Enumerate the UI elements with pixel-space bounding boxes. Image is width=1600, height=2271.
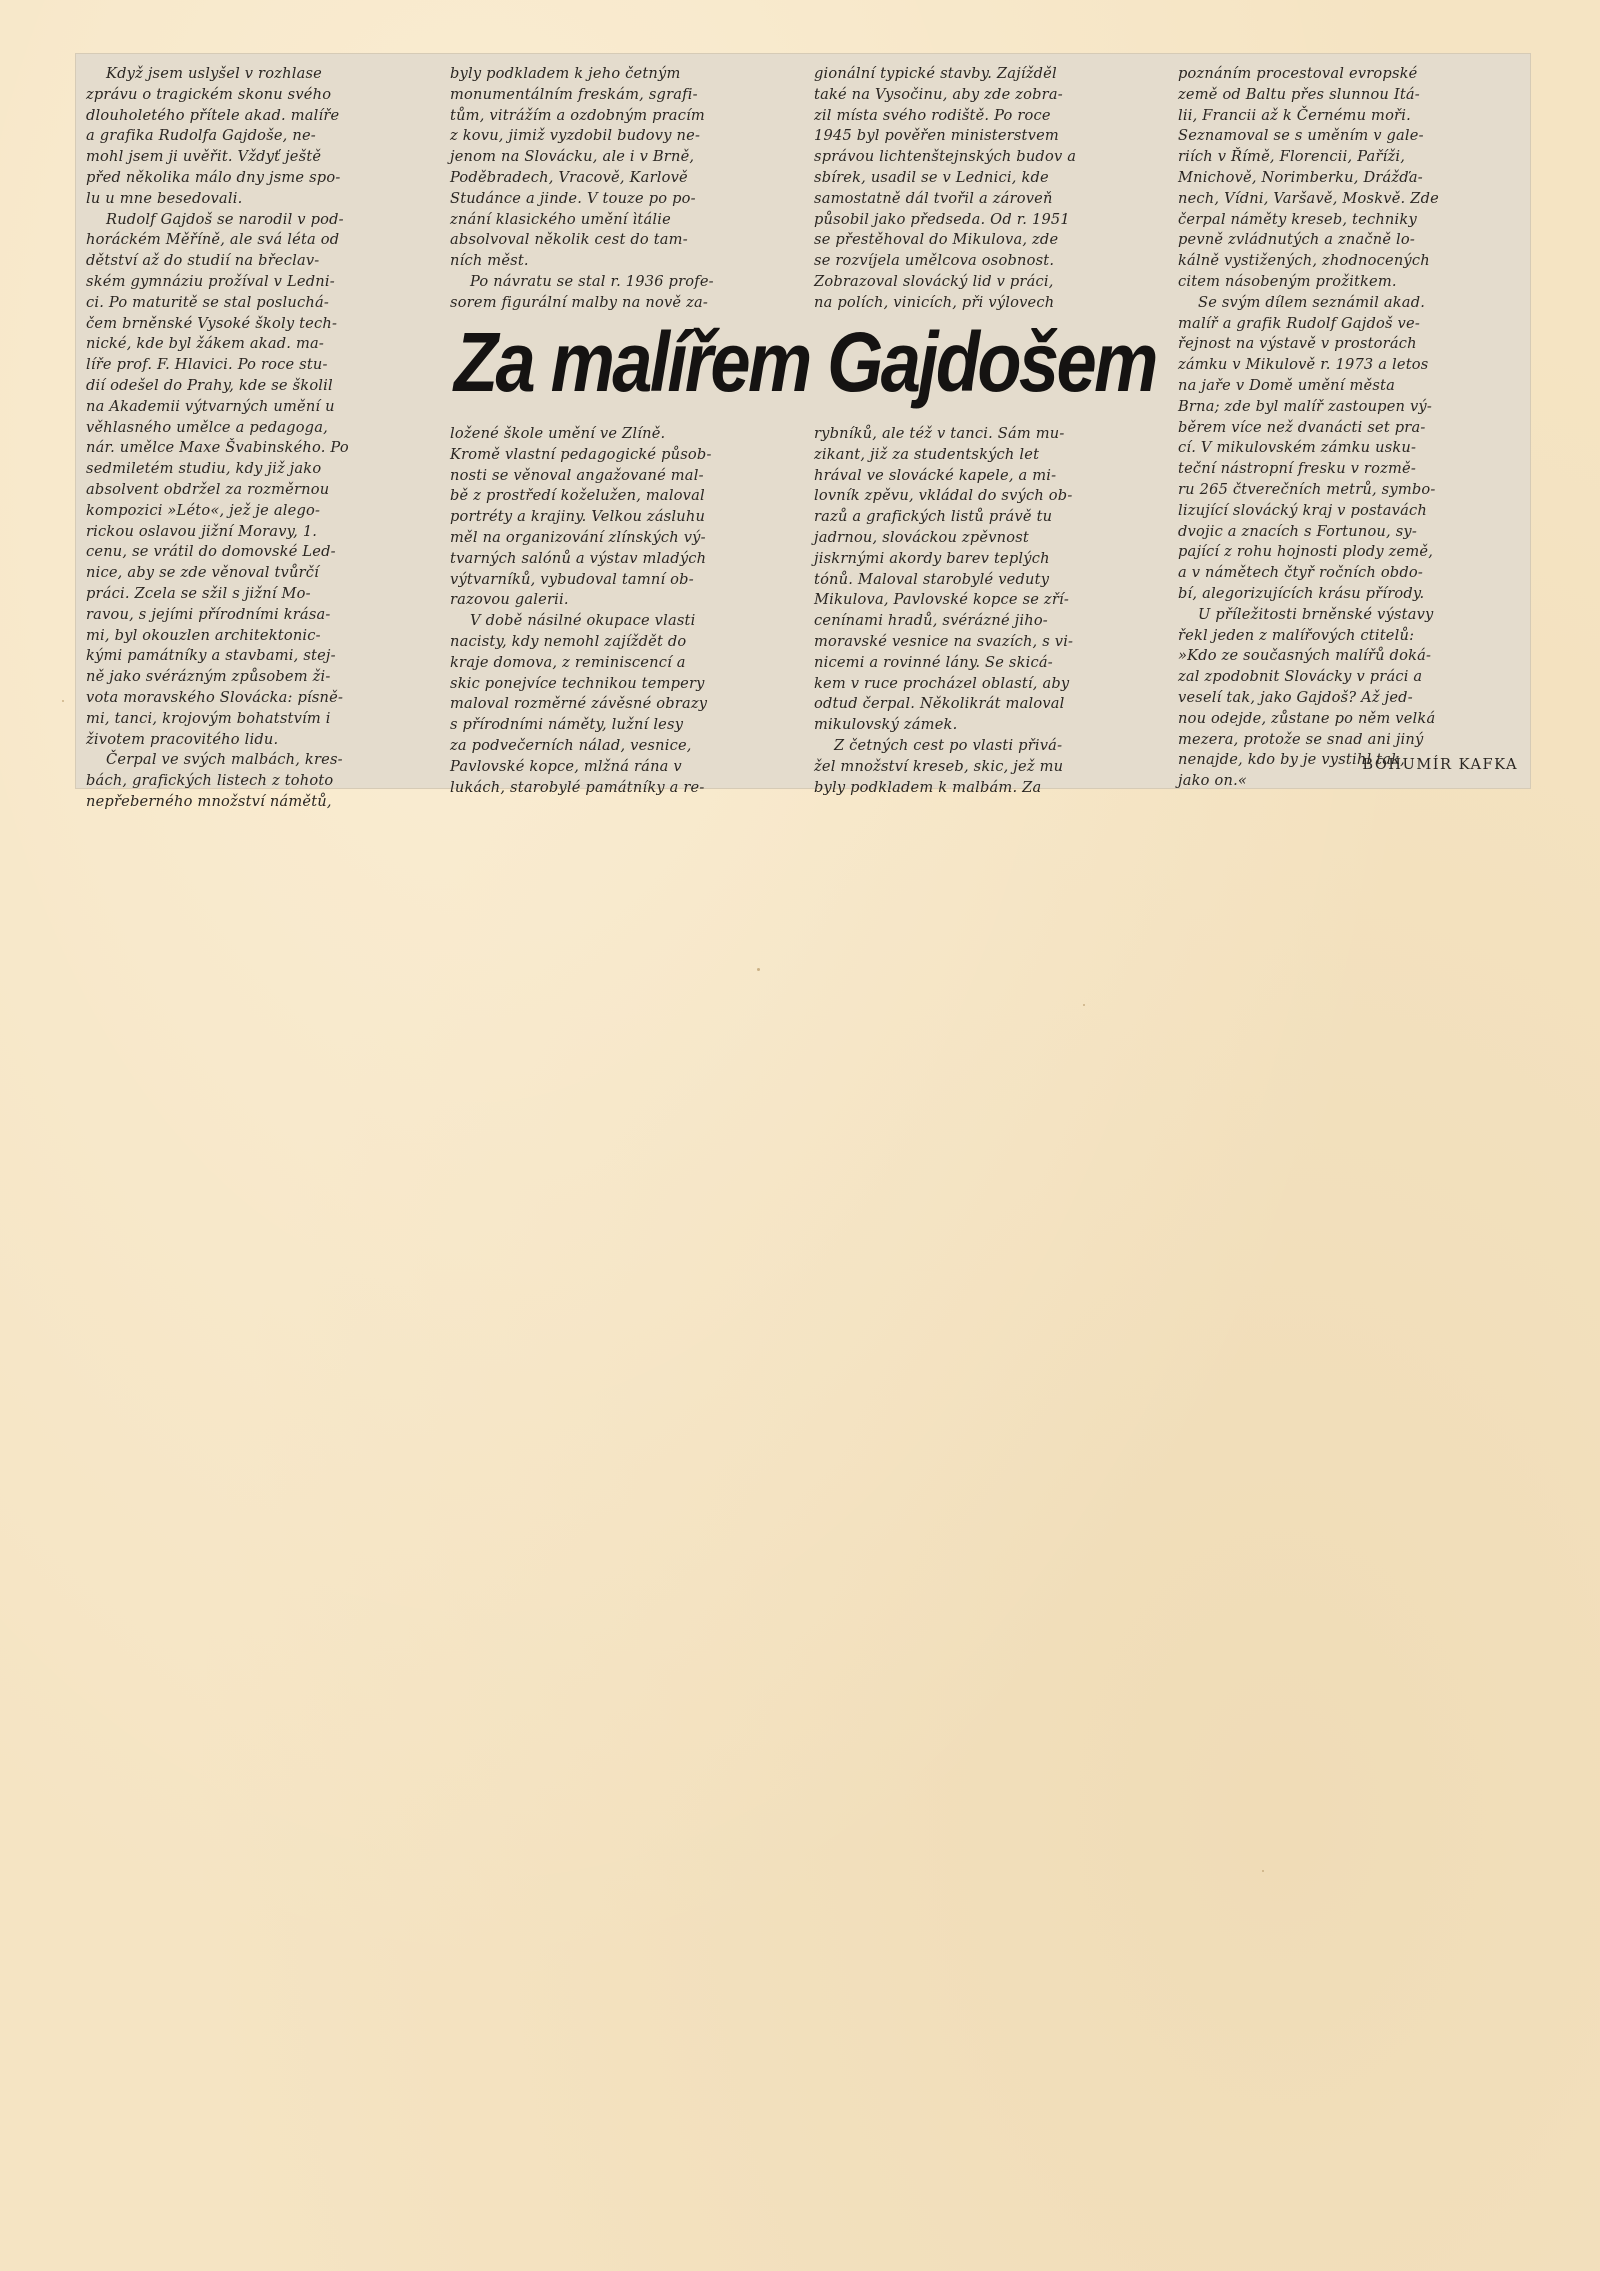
newspaper-clipping xyxy=(76,54,1530,810)
paper-speck xyxy=(62,700,64,702)
article-column-2-top xyxy=(450,64,802,314)
paragraph: byly podkladem k jeho četným monumentálním freskám, sgrafi- tům, vitrážím a ozdobným pracím z kovu, jimiž vyzdobil budovy ne- jenom na Slovácku, ale i v Brně, Poděbradech, Vracově, Karlově Studánce a jinde. V touze po po- znání klasického umění ìtálie absolvoval několik cest do tam- ních měst. xyxy=(450,65,705,270)
paper-speck xyxy=(1262,1870,1264,1872)
paragraph: Čerpal ve svých malbách, kres- bách, grafických listech z tohoto nepřeberného množství námětů, xyxy=(86,751,343,810)
paper-speck xyxy=(757,968,760,971)
paragraph: rybníků, ale též v tanci. Sám mu- zikant, již za studentských let hrával ve slovácké kapele, a mi- lovník zpěvu, vkládal do svých ob- razů a grafických listů právě tu jadrnou, slováckou zpěvnost jiskrnými akordy barev teplých tónů. Maloval starobylé veduty Mikulova, Pavlovské kopce se zří- cenínami hradů, svérázné jiho- moravské vesnice na svazích, s vi- nicemi a rovinné lány. Se skicá- kem v ruce procházel oblastí, aby odtud čerpal. Několikrát maloval mikulovský zámek. xyxy=(814,425,1074,734)
paragraph: ložené škole umění ve Zlíně. Kromě vlastní pedagogické působ- nosti se věnoval angažované mal- bě z prostředí koželužen, maloval portréty a krajiny. Velkou zásluhu měl na organizování zlínských vý- tvarných salónů a výstav mladých výtvarníků, vybudoval tamní ob- razovou galerii. xyxy=(450,425,712,609)
paper-speck xyxy=(1083,1004,1085,1006)
paragraph: Když jsem uslyšel v rozhlase zprávu o tragickém skonu svého dlouholetého přítele akad. malíře a grafika Rudolfa Gajdoše, ne- mohl jsem ji uvěřit. Vždyť ještě před několika málo dny jsme spo- lu u mne besedovali. xyxy=(86,65,341,207)
article-column-3-bottom xyxy=(814,424,1166,798)
article-column-1 xyxy=(86,64,438,813)
paragraph: V době násilné okupace vlasti nacisty, kdy nemohl zajíždět do kraje domova, z reminiscencí a skic ponejvíce technikou tempery maloval rozměrné závěsné obrazy s přírodními náměty, lužní lesy za podvečerních nálad, vesnice, Pavlovské kopce, mlžná rána v lukách, starobylé památníky a re- xyxy=(450,612,708,796)
paragraph: Rudolf Gajdoš se narodil v pod- horáckém Měříně, ale svá léta od dětství až do studií na břeclav- ském gymnáziu prožíval v Ledni- ci. Po maturitě se stal posluchá- čem brněnské Vysoké školy tech- nické, kde byl žákem akad. ma- líře prof. F. Hlavici. Po roce stu- dií odešel do Prahy, kde se školil na Akademii výtvarných umění u věhlasného umělce a pedagoga, nár. umělce Maxe Švabinského. Po sedmiletém studiu, kdy již jako absolvent obdržel za rozměrnou kompozici »Léto«, jež je alego- rickou oslavou jižní Moravy, 1. cenu, se vrátil do domovské Led- nice, aby se zde věnoval tvůrčí práci. Zcela se sžil s jižní Mo- ravou, s jejími přírodními krása- mi, byl okouzlen architektonic- kými památníky a stavbami, stej- ně jako svérázným způsobem ži- vota moravského Slovácka: písně- mi, tanci, krojovým bohatstvím i životem pracovitého lidu. xyxy=(86,210,349,748)
article-column-4 xyxy=(1178,64,1522,792)
paragraph: Se svým dílem seznámil akad. malíř a grafik Rudolf Gajdoš ve- řejnost na výstavě v prostorách zámku v Mikulově r. 1973 a letos na jaře v Domě umění města Brna; zde byl malíř zastoupen vý- běrem více než dvanácti set pra- cí. V mikulovském zámku usku- teční nástropní fresku v rozmě- ru 265 čtverečních metrů, symbo- lizující slovácký kraj v postavách dvojic a znacích s Fortunou, sy- pající z rohu hojnosti plody země, a v námětech čtyř ročních obdo- bí, alegorizujících krásu přírody. xyxy=(1178,293,1436,602)
paragraph: U příležitosti brněnské výstavy řekl jeden z malířových ctitelů: »Kdo ze současných malířů doká- zal zpodobnit Slovácky v práci a veselí tak, jako Gajdoš? Až jed- nou odejde, zůstane po něm velká mezera, protože se snad ani jiný nenajde, kdo by je vystihl tak, jako on.« xyxy=(1178,605,1436,790)
paragraph: gionální typické stavby. Zajížděl také na Vysočinu, aby zde zobra- zil místa svého rodiště. Po roce 1945 byl pověřen ministerstvem správou lichtenštejnských budov a sbírek, usadil se v Lednici, kde samostatně dál tvořil a zároveň působil jako předseda. Od r. 1951 se přestěhoval do Mikulova, zde se rozvíjela umělcova osobnost. Zobrazoval slovácký lid v práci, na polích, vinicích, při výlovech xyxy=(814,65,1077,311)
article-column-2-bottom xyxy=(450,424,802,798)
article-author: BOHUMÍR KAFKA xyxy=(1362,756,1518,773)
paragraph: Z četných cest po vlasti přivá- žel množství kreseb, skic, jež mu byly podkladem k malbám. Za xyxy=(814,736,1064,796)
article-headline: Za malířem Gajdošem xyxy=(454,315,1156,409)
paragraph: Po návratu se stal r. 1936 profe- sorem figurální malby na nově za- xyxy=(450,272,714,311)
article-column-3-top xyxy=(814,64,1166,314)
paragraph: poznáním procestoval evropské země od Baltu přes slunnou Itá- lii, Francii až k Černému moři. Seznamoval se s uměním v gale- riích v Římě, Florencii, Paříži, Mnichově, Norimberku, Drážďa- nech, Vídni, Varšavě, Moskvě. Zde čerpal náměty kreseb, techniky pevně zvládnutých a značně lo- kálně vystižených, zhodnocených citem násobeným prožitkem. xyxy=(1178,65,1439,290)
